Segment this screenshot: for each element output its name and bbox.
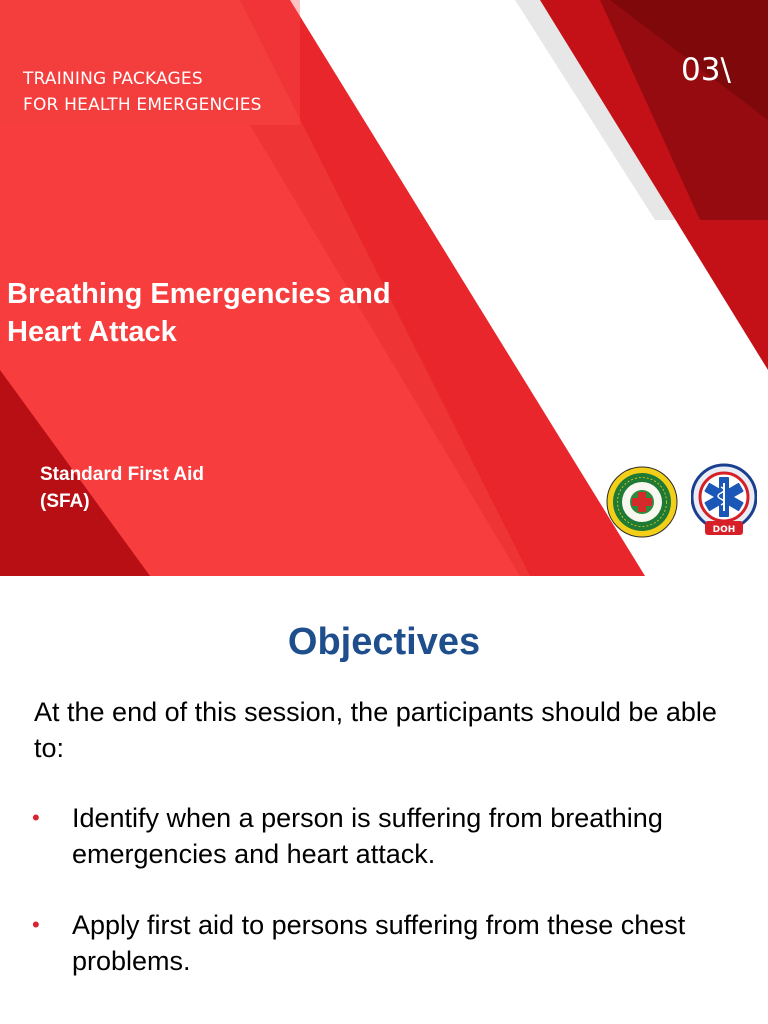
objectives-intro: At the end of this session, the participants should be able to: xyxy=(34,697,717,763)
cover-title-line-1: Breathing Emergencies and xyxy=(7,278,391,310)
module-number: 03\ xyxy=(681,52,731,88)
objectives-list xyxy=(0,800,768,1014)
objective-text: Apply first aid to persons suffering from these chest problems. xyxy=(72,910,686,976)
ems-badge-text: DOH xyxy=(712,525,736,535)
objective-text: Identify when a person is suffering from breathing emergencies and heart attack. xyxy=(72,803,663,869)
objective-item xyxy=(0,800,732,872)
bullet-marker: • xyxy=(32,912,40,937)
package-line-2: FOR HEALTH EMERGENCIES xyxy=(23,95,262,115)
cover-subtitle xyxy=(40,461,204,515)
cover-title-line-2: Heart Attack xyxy=(7,316,177,348)
training-package-label xyxy=(23,66,262,118)
cover-subtitle-line-1: Standard First Aid xyxy=(40,464,204,485)
package-line-1: TRAINING PACKAGES xyxy=(23,69,203,89)
objectives-slide xyxy=(0,576,768,1024)
objectives-heading: Objectives xyxy=(287,621,481,663)
bullet-marker: • xyxy=(32,805,40,830)
doh-seal-logo xyxy=(606,466,678,538)
objective-item xyxy=(0,907,732,979)
cover-subtitle-line-2: (SFA) xyxy=(40,491,90,512)
cover-title xyxy=(7,275,391,351)
ems-star-of-life-logo xyxy=(691,463,757,539)
